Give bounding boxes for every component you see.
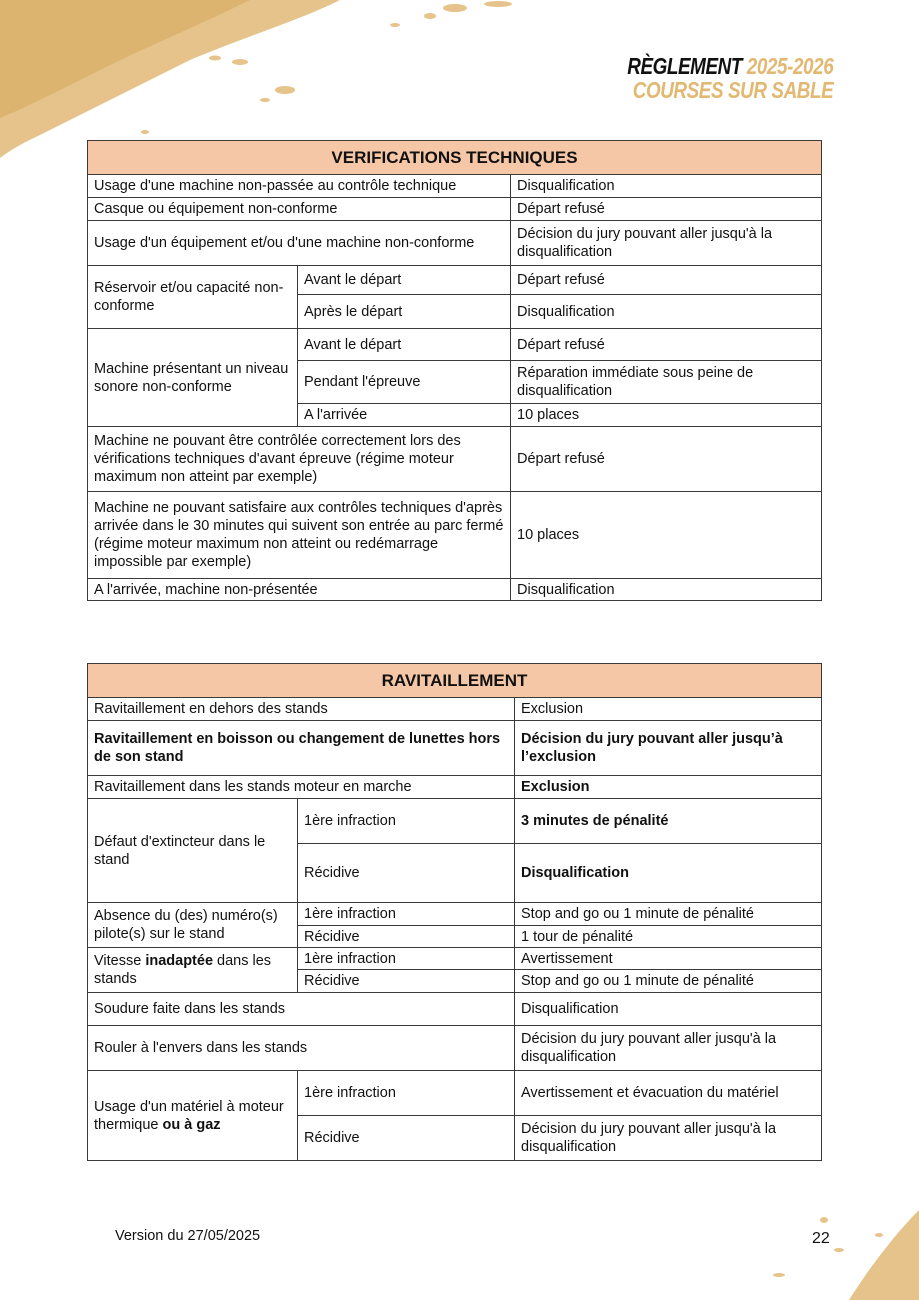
- table-row: [88, 721, 822, 776]
- table-row: [88, 198, 822, 221]
- header-title: RÈGLEMENT: [626, 53, 742, 79]
- table-row: [88, 993, 822, 1026]
- infraction-group-cell: Réservoir et/ou capacité non-conforme: [88, 266, 298, 329]
- sanction-cell: Avertissement et évacuation du matériel: [515, 1071, 822, 1116]
- case-cell: A l'arrivée: [298, 404, 511, 427]
- infraction-group-cell: [88, 1071, 298, 1161]
- label-part: Usage d'un matériel à moteur thermique: [94, 1098, 284, 1133]
- sanction-cell: Avertissement: [515, 948, 822, 970]
- table-row: [88, 903, 822, 926]
- infraction-cell: Machine ne pouvant être contrôlée correctement lors des vérifications techniques d'avant épreuve (régime moteur maximum non atteint par exemple): [88, 427, 511, 492]
- header-years: 2025-2026: [746, 53, 833, 79]
- table-row: [88, 1026, 822, 1071]
- sanction-cell: 10 places: [511, 404, 822, 427]
- sanction-cell: Départ refusé: [511, 266, 822, 295]
- sanction-cell: 3 minutes de pénalité: [515, 799, 822, 844]
- table-title: VERIFICATIONS TECHNIQUES: [88, 141, 822, 175]
- sanction-cell: Disqualification: [511, 295, 822, 329]
- table-row: [88, 266, 822, 295]
- header-subtitle: COURSES SUR SABLE: [632, 77, 833, 103]
- infraction-cell: Usage d'un équipement et/ou d'une machine non-conforme: [88, 221, 511, 266]
- case-cell: 1ère infraction: [298, 948, 515, 970]
- infraction-cell: Ravitaillement dans les stands moteur en marche: [88, 776, 515, 799]
- case-cell: Après le départ: [298, 295, 511, 329]
- sanction-cell: Disqualification: [515, 844, 822, 903]
- sanction-cell: Disqualification: [511, 175, 822, 198]
- infraction-group-cell: Défaut d'extincteur dans le stand: [88, 799, 298, 903]
- sanction-cell: Exclusion: [515, 776, 822, 799]
- infraction-group-cell: [88, 948, 298, 993]
- table-row: [88, 427, 822, 492]
- table-row: [88, 948, 822, 970]
- sanction-cell: Départ refusé: [511, 427, 822, 492]
- label-emphasis: inadaptée: [145, 953, 214, 969]
- ravitaillement-table: [87, 663, 822, 1161]
- sanction-cell: Stop and go ou 1 minute de pénalité: [515, 903, 822, 926]
- infraction-cell: Machine ne pouvant satisfaire aux contrôles techniques d'après arrivée dans le 30 minutes qui suivent son entrée au parc fermé (régime moteur maximum non atteint ou redémarrage impossible par exemple): [88, 492, 511, 579]
- case-cell: Récidive: [298, 844, 515, 903]
- sanction-cell: Stop and go ou 1 minute de pénalité: [515, 970, 822, 993]
- infraction-cell: Usage d'une machine non-passée au contrôle technique: [88, 175, 511, 198]
- case-cell: Pendant l'épreuve: [298, 361, 511, 404]
- case-cell: Récidive: [298, 970, 515, 993]
- infraction-cell: Ravitaillement en boisson ou changement de lunettes hors de son stand: [88, 721, 515, 776]
- document-header: [627, 54, 833, 102]
- sanction-cell: Départ refusé: [511, 198, 822, 221]
- table-row: [88, 1071, 822, 1116]
- case-cell: Récidive: [298, 1116, 515, 1161]
- sanction-cell: Exclusion: [515, 698, 822, 721]
- sanction-cell: Disqualification: [515, 993, 822, 1026]
- sanction-cell: 10 places: [511, 492, 822, 579]
- verifications-techniques-table: [87, 140, 822, 601]
- sanction-cell: 1 tour de pénalité: [515, 926, 822, 948]
- case-cell: 1ère infraction: [298, 1071, 515, 1116]
- table-row: [88, 329, 822, 361]
- table-title: RAVITAILLEMENT: [88, 664, 822, 698]
- table-row: [88, 492, 822, 579]
- case-cell: Avant le départ: [298, 266, 511, 295]
- case-cell: 1ère infraction: [298, 799, 515, 844]
- footer-version: Version du 27/05/2025: [115, 1228, 261, 1244]
- sanction-cell: Départ refusé: [511, 329, 822, 361]
- infraction-cell: Rouler à l'envers dans les stands: [88, 1026, 515, 1071]
- case-cell: Récidive: [298, 926, 515, 948]
- table-row: [88, 698, 822, 721]
- page-number: 22: [812, 1230, 830, 1247]
- sanction-cell: Décision du jury pouvant aller jusqu’à l’exclusion: [515, 721, 822, 776]
- table-row: [88, 579, 822, 601]
- label-part: Vitesse: [94, 953, 146, 969]
- case-cell: Avant le départ: [298, 329, 511, 361]
- sanction-cell: Décision du jury pouvant aller jusqu'à la disqualification: [515, 1026, 822, 1071]
- infraction-group-cell: Machine présentant un niveau sonore non-conforme: [88, 329, 298, 427]
- table-row: [88, 799, 822, 844]
- sand-brush-bottom-right-decoration: [749, 1190, 919, 1300]
- sanction-cell: Décision du jury pouvant aller jusqu'à la disqualification: [511, 221, 822, 266]
- sanction-cell: Décision du jury pouvant aller jusqu'à la disqualification: [515, 1116, 822, 1161]
- sanction-cell: Disqualification: [511, 579, 822, 601]
- table-row: [88, 221, 822, 266]
- infraction-cell: Soudure faite dans les stands: [88, 993, 515, 1026]
- infraction-cell: A l'arrivée, machine non-présentée: [88, 579, 511, 601]
- label-emphasis: ou à gaz: [162, 1116, 221, 1133]
- table-row: [88, 776, 822, 799]
- infraction-group-cell: Absence du (des) numéro(s) pilote(s) sur le stand: [88, 903, 298, 948]
- sanction-cell: Réparation immédiate sous peine de disqualification: [511, 361, 822, 404]
- case-cell: 1ère infraction: [298, 903, 515, 926]
- table-row: [88, 175, 822, 198]
- infraction-cell: Casque ou équipement non-conforme: [88, 198, 511, 221]
- infraction-cell: Ravitaillement en dehors des stands: [88, 698, 515, 721]
- label-part: dans les stands: [94, 953, 272, 987]
